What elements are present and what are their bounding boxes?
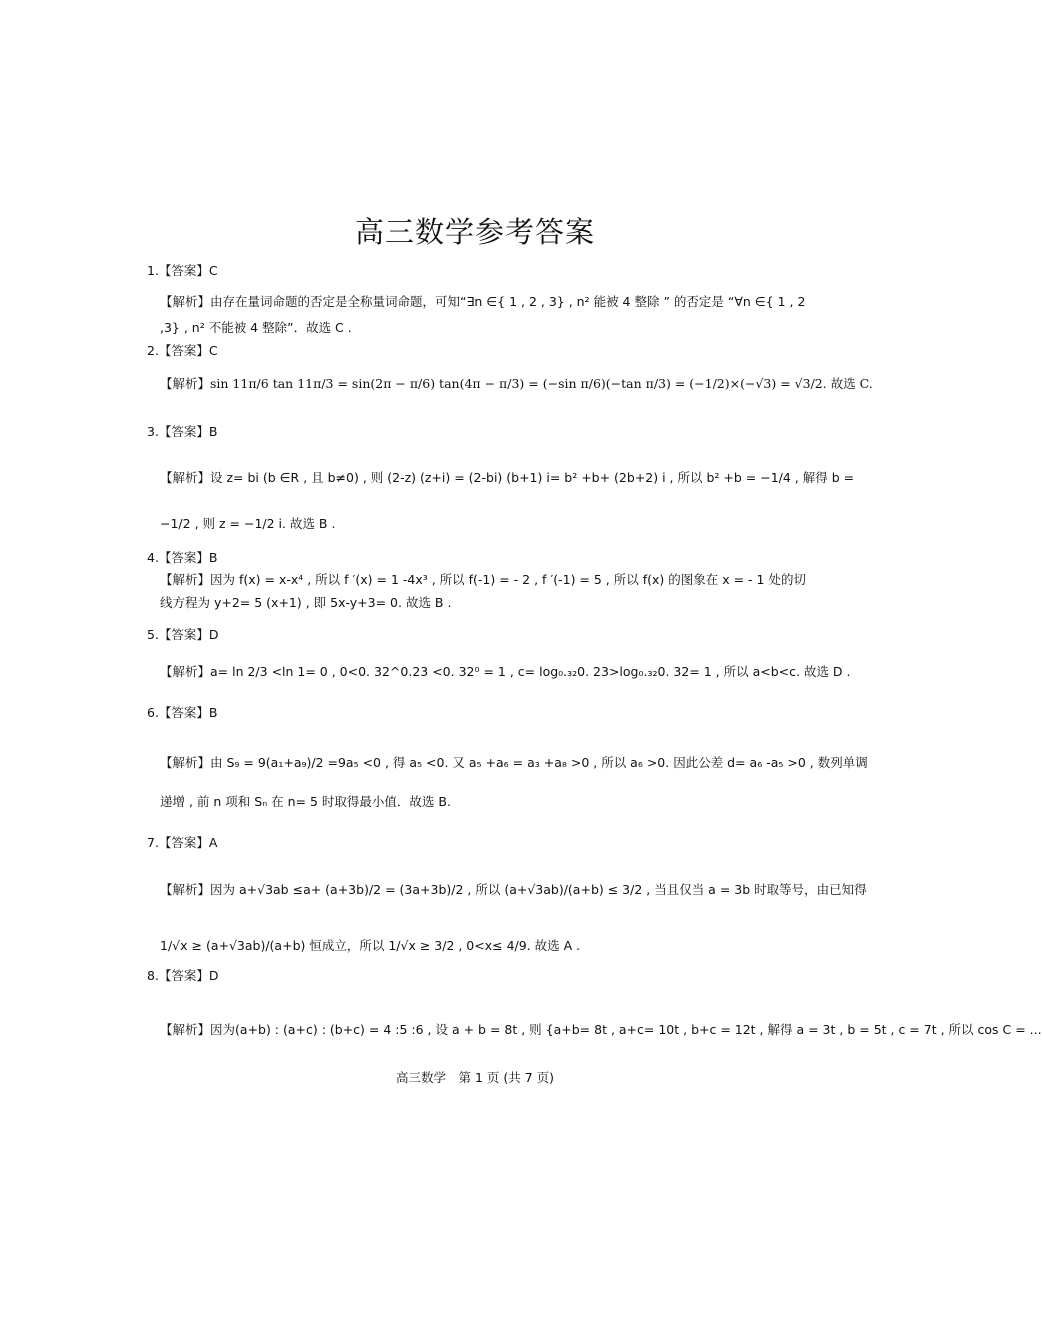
page-title: 高三数学参考答案 <box>354 215 595 249</box>
q3-analysis-line1: 【解析】设 z= bi (b ∈R , 且 b≠0) , 则 (2-z) (z+i) = (2-bi) (b+1) i= b² +b+ (2b+2) i , 所以 b² +b = −1/4 , 解得 b = <box>160 470 855 485</box>
q2-answer: 2.【答案】C <box>147 343 218 358</box>
q3-answer: 3.【答案】B <box>147 424 218 439</box>
q1-analysis-line1: 【解析】由存在量词命题的否定是全称量词命题，可知“∃n ∈{ 1 , 2 , 3} , n² 能被 4 整除 ” 的否定是 “∀n ∈{ 1 , 2 <box>160 294 806 309</box>
q1-answer: 1.【答案】C <box>147 263 218 278</box>
q4-answer: 4.【答案】B <box>147 550 218 565</box>
q7-analysis-line1: 【解析】因为 a+√3ab ≤a+ (a+3b)/2 = (3a+3b)/2 , 所以 (a+√3ab)/(a+b) ≤ 3/2 , 当且仅当 a = 3b 时取等号，由已知得 <box>160 882 867 897</box>
q8-analysis-line1: 【解析】因为(a+b) : (a+c) : (b+c) = 4 :5 :6 , 设 a + b = 8t , 则 {a+b= 8t , a+c= 10t , b+c = 12t , 解得 a = 3t , b = 5t , c = 7t , 所以 cos C = ... <box>160 1022 1042 1037</box>
q7-answer: 7.【答案】A <box>147 835 218 850</box>
q5-answer: 5.【答案】D <box>147 627 219 642</box>
q3-analysis-line2: −1/2 , 则 z = −1/2 i. 故选 B . <box>160 516 336 531</box>
q1-analysis-line2: ,3} , n² 不能被 4 整除”．故选 C . <box>160 320 352 335</box>
q2-analysis: 【解析】sin 11π/6 tan 11π/3 = sin(2π − π/6) tan(4π − π/3) = (−sin π/6)(−tan π/3) = (−1/2)×(−√3) = √3/2. 故选 C. <box>160 376 873 391</box>
q6-analysis-line2: 递增 , 前 n 项和 Sₙ 在 n= 5 时取得最小值．故选 B. <box>160 794 451 809</box>
q5-analysis: 【解析】a= ln 2/3 <ln 1= 0 , 0<0. 32^0.23 <0. 32⁰ = 1 , c= log₀.₃₂0. 23>log₀.₃₂0. 32= 1 , 所以 a<b<c. 故选 D . <box>160 664 851 679</box>
q6-answer: 6.【答案】B <box>147 705 218 720</box>
q7-analysis-line2: 1/√x ≥ (a+√3ab)/(a+b) 恒成立，所以 1/√x ≥ 3/2 , 0<x≤ 4/9. 故选 A . <box>160 938 581 953</box>
q8-answer: 8.【答案】D <box>147 968 219 983</box>
q6-analysis-line1: 【解析】由 S₉ = 9(a₁+a₉)/2 =9a₅ <0 , 得 a₅ <0. 又 a₅ +a₆ = a₃ +a₈ >0 , 所以 a₆ >0. 因此公差 d= a₆ -a₅ >0 , 数列单调 <box>160 755 868 770</box>
q4-analysis-line1: 【解析】因为 f(x) = x-x⁴ , 所以 f ′(x) = 1 -4x³ , 所以 f(-1) = - 2 , f ′(-1) = 5 , 所以 f(x) 的图象在 x = - 1 处的切 <box>160 572 806 587</box>
q4-analysis-line2: 线方程为 y+2= 5 (x+1) , 即 5x-y+3= 0. 故选 B . <box>160 595 452 610</box>
page-footer: 高三数学 第 1 页 (共 7 页) <box>395 1070 555 1085</box>
